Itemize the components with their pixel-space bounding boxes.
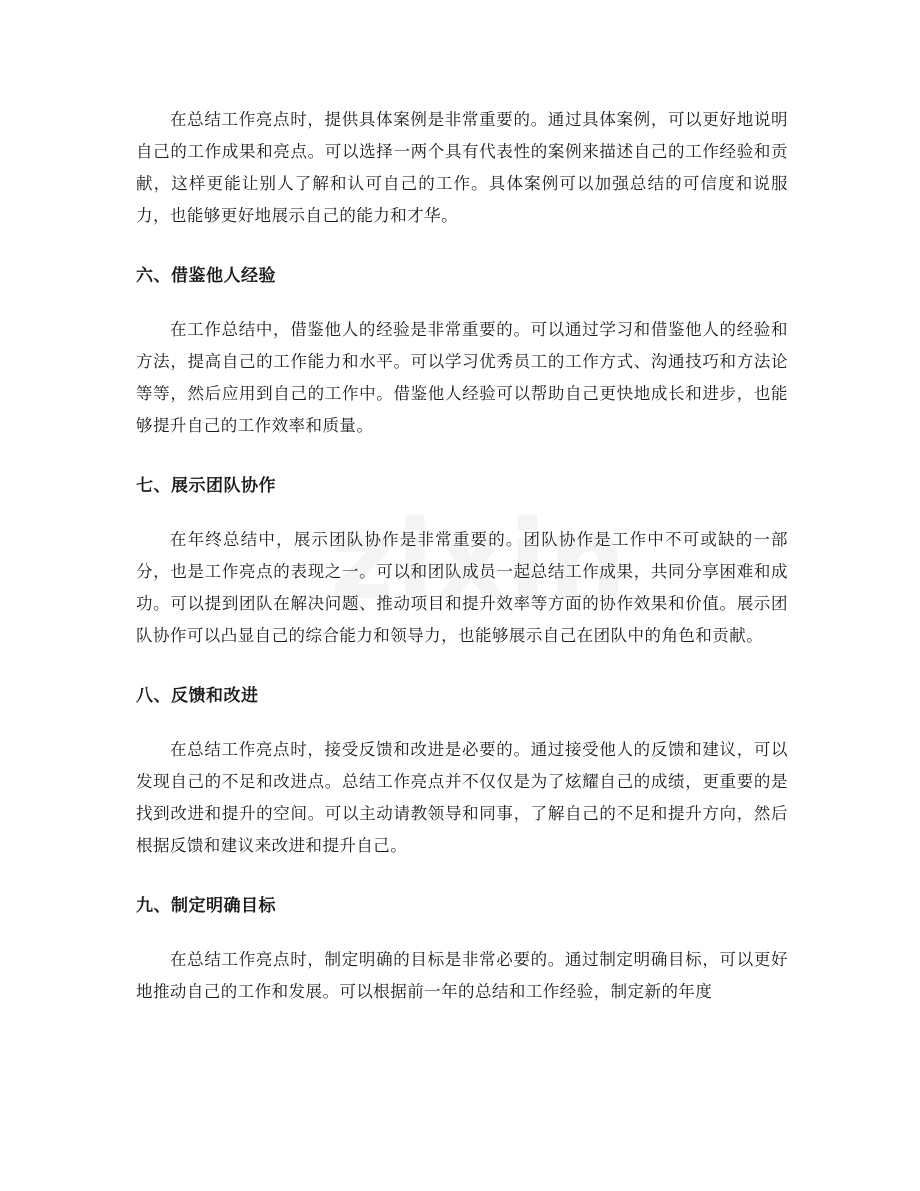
paragraph-clear-goals: 在总结工作亮点时，制定明确的目标是非常必要的。通过制定明确目标，可以更好地推动自己的工作和发展。可以根据前一年的总结和工作经验，制定新的年度 xyxy=(136,950,788,1001)
document-body xyxy=(136,104,788,1008)
paragraph-specific-cases: 在总结工作亮点时，提供具体案例是非常重要的。通过具体案例，可以更好地说明自己的工作成果和亮点。可以选择一两个具有代表性的案例来描述自己的工作经验和贡献，这样更能让别人了解和认可自己的工作。具体案例可以加强总结的可信度和说服力，也能够更好地展示自己的能力和才华。 xyxy=(136,110,788,225)
paragraph-team-collaboration: 在年终总结中，展示团队协作是非常重要的。团队协作是工作中不可或缺的一部分，也是工作亮点的表现之一。可以和团队成员一起总结工作成果，共同分享困难和成功。可以提到团队在解决问题、推动项目和提升效率等方面的协作效果和价值。展示团队协作可以凸显自己的综合能力和领导力，也能够展示自己在团队中的角色和贡献。 xyxy=(136,530,788,645)
paragraph-learn-from-others: 在工作总结中，借鉴他人的经验是非常重要的。可以通过学习和借鉴他人的经验和方法，提高自己的工作能力和水平。可以学习优秀员工的工作方式、沟通技巧和方法论等等，然后应用到自己的工作中。借鉴他人经验可以帮助自己更快地成长和进步，也能够提升自己的工作效率和质量。 xyxy=(136,320,788,435)
heading-feedback-improvement: 八、反馈和改进 xyxy=(136,686,259,706)
heading-clear-goals: 九、制定明确目标 xyxy=(136,896,276,916)
heading-team-collaboration: 七、展示团队协作 xyxy=(136,476,276,496)
paragraph-feedback-improvement: 在总结工作亮点时，接受反馈和改进是必要的。通过接受他人的反馈和建议，可以发现自己的不足和改进点。总结工作亮点并不仅仅是为了炫耀自己的成绩，更重要的是找到改进和提升的空间。可以主动请教领导和同事，了解自己的不足和提升方向，然后根据反馈和建议来改进和提升自己。 xyxy=(136,740,788,855)
heading-learn-from-others: 六、借鉴他人经验 xyxy=(136,266,276,286)
